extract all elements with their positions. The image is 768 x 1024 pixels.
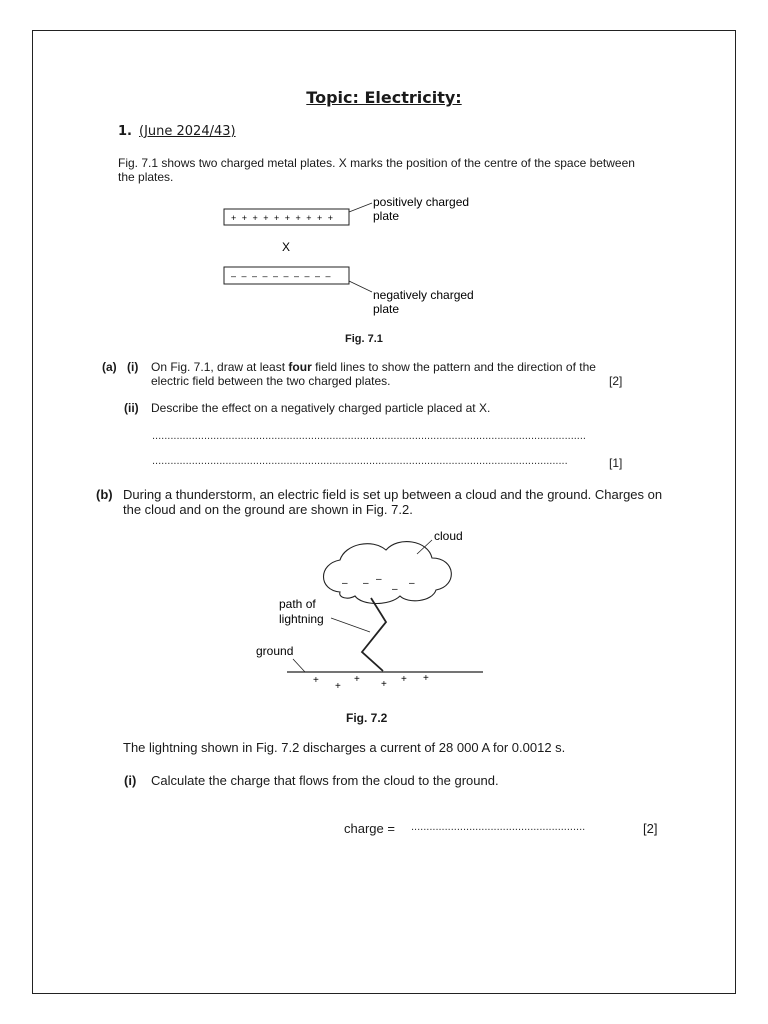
positive-plate-label-2: plate bbox=[373, 209, 400, 223]
ground-charge-3: + bbox=[354, 674, 360, 685]
ground-label: ground bbox=[256, 644, 294, 658]
cloud-charge-5: – bbox=[409, 578, 415, 589]
charge-answer-prefix: charge = bbox=[344, 821, 395, 836]
lightning-current-text: The lightning shown in Fig. 7.2 discharges a current of 28 000 A for 0.0012 s. bbox=[123, 740, 566, 755]
x-marker: X bbox=[282, 240, 291, 254]
question-number: 1. bbox=[118, 124, 132, 139]
negative-plate-label-1: negatively charged bbox=[373, 288, 474, 302]
part-a-label: (a) bbox=[102, 360, 117, 374]
cloud-label: cloud bbox=[434, 529, 463, 543]
fig-7-1-caption: Fig. 7.1 bbox=[345, 333, 383, 345]
cloud-charge-3: – bbox=[376, 574, 382, 585]
figure-7-2 bbox=[0, 520, 768, 700]
ground-charge-4: + bbox=[381, 679, 387, 690]
part-b-i-label: (i) bbox=[124, 773, 137, 788]
path-label-2: lightning bbox=[279, 612, 324, 626]
minus-signs: – – – – – – – – – – bbox=[231, 271, 333, 281]
part-b-text-line-2: the cloud and on the ground are shown in Fig. 7.2. bbox=[123, 502, 413, 517]
negative-leader-line bbox=[349, 281, 372, 292]
part-b-text-line-1: During a thunderstorm, an electric field is set up between a cloud and the ground. Charges on bbox=[123, 487, 663, 502]
ground-charge-5: + bbox=[401, 674, 407, 685]
cloud-charge-2: – bbox=[363, 578, 369, 589]
part-a-ii-marks: [1] bbox=[609, 456, 623, 470]
part-a-i-text-four: four bbox=[288, 360, 312, 374]
part-a-i-text-1a: On Fig. 7.1, draw at least bbox=[151, 360, 289, 374]
part-a-ii-label: (ii) bbox=[124, 401, 139, 415]
part-b-label: (b) bbox=[96, 487, 113, 502]
question-reference: (June 2024/43) bbox=[139, 124, 236, 139]
part-a-i-label: (i) bbox=[127, 360, 139, 374]
part-a-ii-text: Describe the effect on a negatively charged particle placed at X. bbox=[151, 401, 491, 415]
answer-line-1[interactable]: .............................................................................................................................................. bbox=[152, 430, 586, 442]
plus-signs: + + + + + + + + + + bbox=[231, 213, 335, 223]
part-a-i-marks: [2] bbox=[609, 374, 623, 388]
part-b-i-text: Calculate the charge that flows from the cloud to the ground. bbox=[151, 773, 499, 788]
cloud-charge-1: – bbox=[342, 578, 348, 589]
ground-charge-2: + bbox=[335, 681, 341, 692]
part-b-i-marks: [2] bbox=[643, 821, 658, 836]
path-label-1: path of bbox=[279, 597, 316, 611]
positive-leader-line bbox=[349, 203, 372, 212]
cloud-shape bbox=[324, 542, 452, 604]
ground-charge-6: + bbox=[423, 673, 429, 684]
lightning-leader-line bbox=[331, 618, 370, 632]
ground-leader-line bbox=[293, 659, 305, 672]
intro-line-2: the plates. bbox=[118, 170, 174, 184]
fig-7-2-caption: Fig. 7.2 bbox=[346, 711, 388, 725]
positive-plate-label-1: positively charged bbox=[373, 195, 470, 209]
charge-answer-line[interactable]: ......................................................... bbox=[411, 821, 586, 833]
lightning-path bbox=[362, 598, 386, 671]
answer-line-2[interactable]: ........................................................................................................................................ bbox=[152, 455, 568, 467]
part-a-i-text-line-1 bbox=[151, 360, 596, 374]
part-a-i-text-line-2: electric field between the two charged plates. bbox=[151, 374, 391, 388]
ground-charge-1: + bbox=[313, 675, 319, 686]
figure-7-1 bbox=[0, 190, 768, 330]
part-a-i-text-1c: field lines to show the pattern and the direction of the bbox=[311, 360, 596, 374]
page-title: Topic: Electricity: bbox=[306, 88, 462, 107]
cloud-charge-4: – bbox=[392, 584, 398, 595]
intro-line-1: Fig. 7.1 shows two charged metal plates. X marks the position of the centre of the space between bbox=[118, 156, 635, 170]
negative-plate-label-2: plate bbox=[373, 302, 400, 316]
